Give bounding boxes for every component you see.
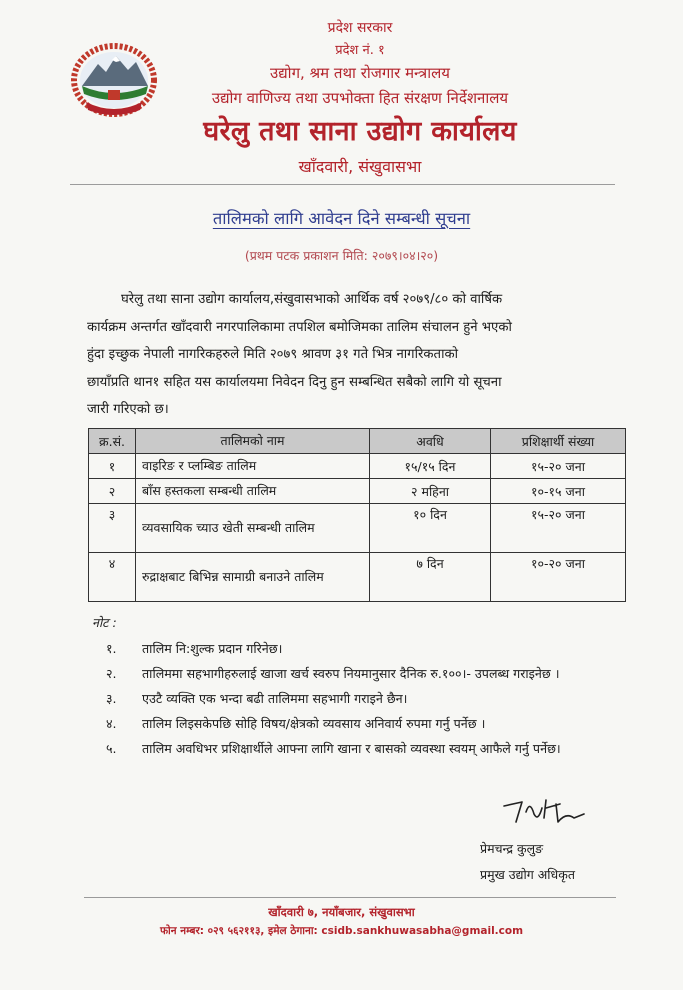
- body-line: कार्यक्रम अन्तर्गत खाँदवारी नगरपालिकामा तपशिल बमोजिमका तालिम संचालन हुने भएको: [87, 319, 512, 335]
- table-row: [89, 553, 626, 602]
- row-duration: २ महिना: [370, 479, 491, 504]
- row-training-name: व्यवसायिक च्याउ खेती सम्बन्धी तालिम: [136, 504, 370, 553]
- row-serial: २: [89, 479, 136, 504]
- row-serial: ३: [89, 504, 136, 553]
- table-header-row: [89, 429, 626, 454]
- notice-title: तालिमको लागि आवेदन दिने सम्बन्धी सूचना: [212, 209, 471, 228]
- footer-contact: फोन नम्बर: ०२९ ५६२११३, इमेल ठेगाना: csidb.sankhuwasabha@gmail.com: [159, 925, 524, 937]
- list-item: [106, 737, 626, 760]
- row-training-name: वाइरिङ र प्लम्बिङ तालिम: [136, 454, 370, 479]
- government-label: प्रदेश सरकार: [327, 20, 393, 36]
- header-training-name: तालिमको नाम: [136, 429, 370, 454]
- note-number: ४.: [106, 716, 117, 731]
- publication-date: (प्रथम पटक प्रकाशन मिति: २०७९।०४।२०): [244, 248, 439, 263]
- note-number: ५.: [106, 741, 117, 756]
- header-divider: [70, 184, 615, 185]
- header-trainee-count: प्रशिक्षार्थी संख्या: [491, 429, 626, 454]
- ministry-label: उद्योग, श्रम तथा रोजगार मन्त्रालय: [270, 64, 450, 82]
- footer-divider: [84, 897, 616, 898]
- list-item: [106, 662, 626, 685]
- list-item: [106, 712, 626, 735]
- row-serial: ४: [89, 553, 136, 602]
- note-text: तालिम लिइसकेपछि सोहि विषय/क्षेत्रको व्यवसाय अनिवार्य रुपमा गर्नु पर्नेछ ।: [142, 716, 486, 731]
- row-training-name: रुद्राक्षबाट बिभिन्न सामाग्री बनाउने तालिम: [136, 553, 370, 602]
- office-name: घरेलु तथा साना उद्योग कार्यालय: [203, 116, 517, 147]
- signatory-title: प्रमुख उद्योग अधिकृत: [480, 867, 575, 882]
- list-item: [106, 637, 626, 660]
- note-text: तालिम अवधिभर प्रशिक्षार्थीले आफ्ना लागि खाना र बासको व्यवस्था स्वयम् आफैले गर्नु पर्नेछ।: [142, 741, 561, 756]
- body-line: हुंदा इच्छुक नेपाली नागरिकहरुले मिति २०७९ श्रावण ३१ गते भित्र नागरिकताको: [87, 347, 459, 363]
- header-serial: क्र.सं.: [89, 429, 136, 454]
- row-trainee-count: १०-२० जना: [491, 553, 626, 602]
- row-trainee-count: १५-२० जना: [491, 504, 626, 553]
- footer-address: खाँदवारी ७, नयाँबजार, संखुवासभा: [268, 905, 415, 919]
- table-row: [89, 479, 626, 504]
- body-line: जारी गरिएको छ।: [87, 402, 169, 418]
- body-line: छायाँप्रति थान१ सहित यस कार्यालयमा निवेदन दिनु हुन सम्बन्धित सबैको लागि यो सूचना: [87, 374, 502, 390]
- row-duration: ७ दिन: [370, 553, 491, 602]
- signatory-name: प्रेमचन्द्र कुलुङ: [480, 841, 544, 856]
- note-text: एउटै व्यक्ति एक भन्दा बढी तालिममा सहभागी गराइने छैन।: [142, 691, 408, 706]
- row-duration: १५/१५ दिन: [370, 454, 491, 479]
- notice-body: [87, 286, 619, 424]
- table-row: [89, 504, 626, 553]
- province-label: प्रदेश नं. १: [335, 43, 385, 58]
- row-duration: १० दिन: [370, 504, 491, 553]
- row-serial: १: [89, 454, 136, 479]
- body-line: घरेलु तथा साना उद्योग कार्यालय,संखुवासभाको आर्थिक वर्ष २०७९/८० को वार्षिक: [121, 292, 503, 307]
- list-item: [106, 687, 626, 710]
- note-text: तालिम नि:शुल्क प्रदान गरिनेछ।: [142, 641, 283, 656]
- note-number: ३.: [106, 691, 117, 706]
- note-label: नोट :: [92, 615, 117, 630]
- row-trainee-count: १०-१५ जना: [491, 479, 626, 504]
- note-number: १.: [106, 641, 117, 656]
- row-trainee-count: १५-२० जना: [491, 454, 626, 479]
- note-number: २.: [106, 666, 117, 681]
- directorate-label: उद्योग वाणिज्य तथा उपभोक्ता हित संरक्षण निर्देशनालय: [211, 89, 509, 107]
- notes-list: [106, 637, 626, 762]
- header-duration: अवधि: [370, 429, 491, 454]
- training-table: [88, 428, 626, 602]
- note-text: तालिममा सहभागीहरुलाई खाजा खर्च स्वरुप नियमानुसार दैनिक रु.१००।- उपलब्ध गराइनेछ ।: [142, 666, 560, 681]
- office-location: खाँदवारी, संखुवासभा: [298, 157, 422, 176]
- nepal-emblem-icon: [68, 40, 160, 120]
- row-training-name: बाँस हस्तकला सम्बन्धी तालिम: [136, 479, 370, 504]
- table-row: [89, 454, 626, 479]
- signature-mark: [500, 792, 590, 838]
